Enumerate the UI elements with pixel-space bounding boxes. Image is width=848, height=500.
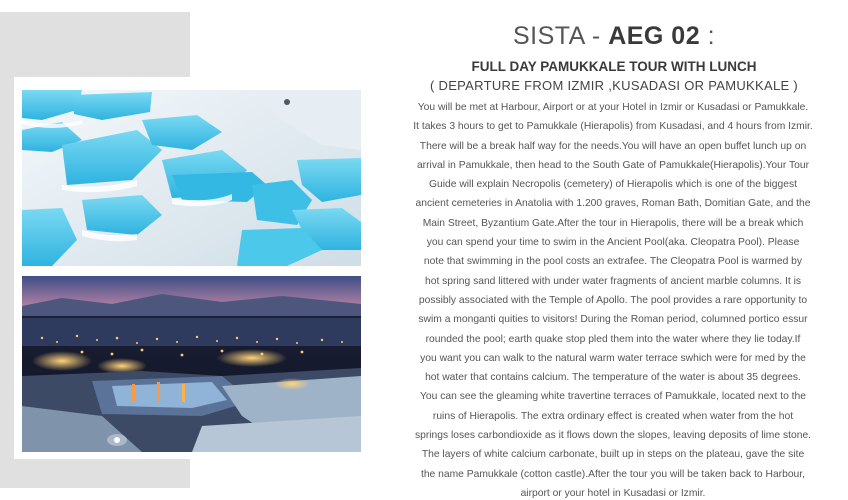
description-line: Guide will explain Necropolis (cemetery) of Hierapolis which is one of the biggest [429,179,797,191]
description-line: you can spend your time to swim in the Ancient Pool(aka. Cleopatra Pool). Please [426,237,800,249]
description-line: the name Pamukkale (cotton castle).After the tour you will be taken back to Harbour, [420,468,806,480]
description-line: rounded the pool; earth quake stop pled them into the water where they lie today.If [425,333,801,345]
title-suffix: : [700,22,716,50]
description-line: note that swimming in the pool costs an extrafee. The Cleopatra Pool is warmed by [423,256,803,268]
description-line: The layers of white calcium carbonate, built up in steps on the plateau, gave the site [421,449,805,461]
description-line: Main Street, Byzantium Gate.After the tour in Hierapolis, there will be a break which [422,217,804,229]
description-line: There will be a break half way for the needs.You will have an open buffet lunch up on [419,140,807,152]
description-line: possibly associated with the Temple of Apollo. The pool provides a rare opportunity to [418,294,808,306]
description-line: You can see the gleaming white travertine terraces of Pamukkale, located next to the [420,391,806,403]
title-prefix: SISTA - [512,22,609,50]
description-line: You will be met at Harbour, Airport or at your Hotel in Izmir or Kusadasi or Pamukkale. [417,102,809,113]
description-line: airport or your hotel in Kusadasi or Izmir. [520,487,706,499]
departure-info: ( DEPARTURE FROM IZMIR ,KUSADASI OR PAMUKKALE ) [429,78,799,93]
photo-frame [14,77,369,459]
description-line: springs loses carbondioxide as it flows down the slopes, leaving deposits of lime stone. [414,430,812,442]
tour-code: AEG 02 [608,22,701,50]
travertine-pools-photo [22,90,361,266]
tour-description [378,98,848,500]
description-line: ancient cemeteries in Anatolia with 1.200 graves, Roman Bath, Domitian Gate, and the [415,198,811,210]
description-line: hot spring sand littered with under water fragments of ancient marble columns. It is [424,275,802,287]
description-line: swim a monganti quities to visitors! During the Roman period, columned portico essur [418,314,808,326]
tour-subtitle: FULL DAY PAMUKKALE TOUR WITH LUNCH [471,59,757,74]
description-line: ruins of Hierapolis. The extra ordinary effect is created when water from the hot [432,410,794,422]
description-line: It takes 3 hours to get to Pamukkale (Hierapolis) from Kusadasi, and 4 hours from Izmir. [413,121,813,133]
page-title [380,22,848,51]
description-line: arrival in Pamukkale, then head to the South Gate of Pamukkale(Hierapolis).Your Tour [416,159,810,171]
description-line: you want you can walk to the natural warm water terrace swhich were for med by the [420,352,806,364]
pamukkale-night-photo [22,276,361,452]
description-line: hot water that contains calcium. The temperature of the water is about 35 degrees. [425,372,801,384]
